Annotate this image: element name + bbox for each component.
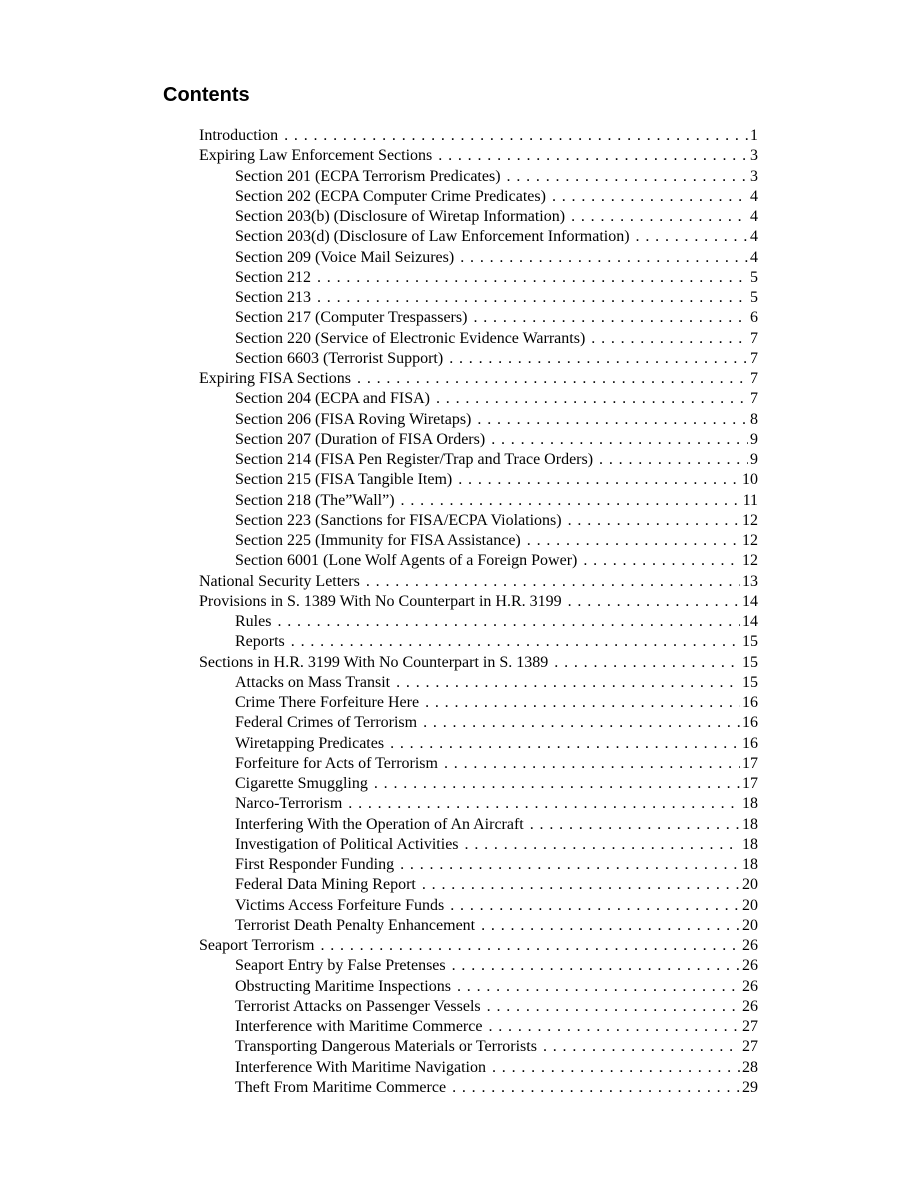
toc-subsection-entry[interactable] (199, 329, 758, 349)
toc-page-number: 26 (742, 977, 758, 995)
toc-page-number: 16 (742, 714, 758, 732)
toc-dot-leader (460, 248, 748, 268)
toc-entry-title: Attacks on Mass Transit (235, 673, 391, 691)
toc-entry-title: Provisions in S. 1389 With No Counterpart in H.R. 3199 (199, 592, 562, 610)
toc-subsection-entry[interactable] (199, 187, 758, 207)
toc-entry-title: Transporting Dangerous Materials or Terrorists (235, 1038, 537, 1056)
toc-subsection-entry[interactable] (199, 835, 758, 855)
toc-page-number: 6 (750, 309, 758, 327)
toc-subsection-entry[interactable] (199, 794, 758, 814)
toc-dot-leader (554, 653, 740, 673)
toc-dot-leader (488, 1017, 740, 1037)
toc-dot-leader (423, 713, 740, 733)
toc-page-number: 4 (750, 248, 758, 266)
toc-entry-title: Reports (235, 633, 285, 651)
toc-dot-leader (583, 551, 740, 571)
toc-page-number: 7 (750, 349, 758, 367)
toc-entry-title: Interference with Maritime Commerce (235, 1018, 483, 1035)
toc-subsection-entry[interactable] (199, 511, 758, 531)
toc-dot-leader (357, 369, 748, 389)
toc-subsection-entry[interactable] (199, 896, 758, 916)
toc-entry-title: Section 203(b) (Disclosure of Wiretap Information) (235, 208, 566, 225)
toc-subsection-entry[interactable] (199, 551, 758, 571)
toc-subsection-entry[interactable] (199, 308, 758, 328)
toc-entry-title: Theft From Maritime Commerce (235, 1078, 447, 1096)
toc-dot-leader (571, 207, 748, 227)
toc-subsection-entry[interactable] (199, 410, 758, 430)
toc-page-number: 12 (742, 532, 758, 549)
toc-dot-leader (477, 410, 748, 430)
toc-dot-leader (465, 835, 740, 855)
toc-entry-title: National Security Letters (199, 572, 360, 590)
toc-entry-title: Section 6001 (Lone Wolf Agents of a Foreign Power) (235, 552, 578, 570)
toc-page-number: 7 (750, 370, 758, 387)
toc-dot-leader (491, 430, 748, 450)
toc-entry-title: Section 6603 (Terrorist Support) (235, 349, 444, 367)
toc-entry-title: First Responder Funding (235, 856, 395, 873)
toc-dot-leader (348, 794, 740, 814)
toc-dot-leader (390, 734, 740, 754)
toc-subsection-entry[interactable] (199, 774, 758, 794)
toc-entry-title: Section 225 (Immunity for FISA Assistance) (235, 532, 521, 549)
toc-page-number: 15 (742, 633, 758, 651)
toc-dot-leader (599, 450, 748, 470)
toc-dot-leader (422, 875, 740, 895)
toc-section-entry[interactable] (199, 572, 758, 592)
toc-section-entry[interactable] (199, 369, 758, 389)
table-of-contents (199, 126, 758, 1098)
toc-dot-leader (320, 936, 740, 956)
toc-page-number: 26 (742, 937, 758, 954)
toc-dot-leader (457, 977, 740, 997)
toc-subsection-entry[interactable] (199, 632, 758, 652)
toc-page-number: 20 (742, 916, 758, 934)
toc-dot-leader (568, 592, 740, 612)
toc-page-number: 26 (742, 957, 758, 975)
toc-page-number: 18 (742, 815, 758, 833)
toc-page-number: 10 (742, 471, 758, 489)
toc-page-number: 7 (750, 390, 758, 408)
toc-subsection-entry[interactable] (199, 713, 758, 733)
toc-entry-title: Investigation of Political Activities (235, 835, 459, 853)
toc-section-entry[interactable] (199, 653, 758, 673)
toc-dot-leader (458, 470, 740, 490)
toc-subsection-entry[interactable] (199, 268, 758, 288)
toc-page-number: 29 (742, 1078, 758, 1096)
toc-dot-leader (591, 329, 748, 349)
toc-page-number: 3 (750, 167, 758, 185)
toc-dot-leader (449, 349, 748, 369)
toc-subsection-entry[interactable] (199, 531, 758, 551)
toc-page-number: 9 (750, 451, 758, 468)
toc-entry-title: Section 206 (FISA Roving Wiretaps) (235, 410, 472, 428)
toc-page-number: 18 (742, 856, 758, 873)
toc-dot-leader (568, 511, 740, 531)
toc-page-number: 4 (750, 187, 758, 205)
toc-page-number: 7 (750, 329, 758, 347)
toc-dot-leader (492, 1058, 740, 1078)
toc-dot-leader (291, 632, 740, 652)
toc-page-number: 17 (742, 775, 758, 792)
toc-entry-title: Victims Access Forfeiture Funds (235, 896, 445, 914)
toc-entry-title: Seaport Terrorism (199, 937, 315, 954)
toc-subsection-entry[interactable] (199, 288, 758, 308)
toc-subsection-entry[interactable] (199, 815, 758, 835)
toc-entry-title: Section 212 (235, 268, 311, 286)
toc-entry-title: Section 215 (FISA Tangible Item) (235, 471, 453, 489)
toc-page-number: 14 (742, 592, 758, 610)
toc-section-entry[interactable] (199, 936, 758, 956)
toc-page-number: 8 (750, 410, 758, 428)
toc-dot-leader (530, 815, 740, 835)
toc-section-entry[interactable] (199, 146, 758, 166)
toc-entry-title: Crime There Forfeiture Here (235, 694, 420, 711)
toc-subsection-entry[interactable] (199, 167, 758, 187)
toc-page-number: 18 (742, 835, 758, 853)
toc-subsection-entry[interactable] (199, 248, 758, 268)
toc-subsection-entry[interactable] (199, 1017, 758, 1037)
toc-entry-title: Expiring Law Enforcement Sections (199, 147, 433, 165)
toc-subsection-entry[interactable] (199, 612, 758, 632)
toc-dot-leader (400, 855, 740, 875)
toc-entry-title: Section 214 (FISA Pen Register/Trap and Trace Orders) (235, 451, 594, 468)
toc-dot-leader (543, 1037, 740, 1057)
toc-dot-leader (438, 146, 748, 166)
toc-dot-leader (425, 693, 740, 713)
toc-subsection-entry[interactable] (199, 430, 758, 450)
toc-subsection-entry[interactable] (199, 754, 758, 774)
contents-heading: Contents (163, 84, 250, 106)
toc-subsection-entry[interactable] (199, 1037, 758, 1057)
toc-entry-title: Obstructing Maritime Inspections (235, 977, 451, 995)
toc-section-entry[interactable] (199, 592, 758, 612)
toc-dot-leader (450, 896, 740, 916)
toc-entry-title: Section 209 (Voice Mail Seizures) (235, 248, 455, 266)
toc-dot-leader (396, 673, 740, 693)
toc-subsection-entry[interactable] (199, 349, 758, 369)
toc-page-number: 11 (742, 491, 758, 509)
toc-entry-title: Section 201 (ECPA Terrorism Predicates) (235, 167, 501, 185)
toc-entry-title: Section 223 (Sanctions for FISA/ECPA Violations) (235, 511, 562, 529)
toc-entry-title: Section 217 (Computer Trespassers) (235, 309, 468, 327)
toc-entry-title: Sections in H.R. 3199 With No Counterpart in S. 1389 (199, 653, 549, 671)
toc-entry-title: Terrorist Attacks on Passenger Vessels (235, 997, 481, 1015)
toc-dot-leader (401, 491, 741, 511)
toc-entry-title: Interference With Maritime Navigation (235, 1058, 486, 1076)
toc-entry-title: Section 220 (Service of Electronic Evidence Warrants) (235, 329, 586, 347)
toc-entry-title: Narco-Terrorism (235, 795, 343, 813)
toc-page-number: 5 (750, 289, 758, 306)
toc-page-number: 20 (742, 876, 758, 894)
toc-entry-title: Cigarette Smuggling (235, 775, 368, 792)
toc-dot-leader (452, 956, 740, 976)
toc-entry-title: Section 218 (The”Wall”) (235, 491, 395, 509)
toc-entry-title: Seaport Entry by False Pretenses (235, 957, 446, 975)
toc-entry-title: Federal Crimes of Terrorism (235, 714, 418, 732)
toc-page-number: 3 (750, 147, 758, 165)
toc-page-number: 4 (750, 208, 758, 225)
toc-page-number: 12 (742, 511, 758, 529)
toc-dot-leader (444, 754, 740, 774)
toc-dot-leader (507, 167, 748, 187)
toc-entry-title: Forfeiture for Acts of Terrorism (235, 754, 438, 772)
toc-dot-leader (527, 531, 740, 551)
toc-subsection-entry[interactable] (199, 470, 758, 490)
toc-dot-leader (436, 389, 748, 409)
toc-dot-leader (317, 268, 748, 288)
toc-subsection-entry[interactable] (199, 1078, 758, 1098)
toc-entry-title: Section 204 (ECPA and FISA) (235, 390, 430, 408)
toc-subsection-entry[interactable] (199, 227, 758, 247)
toc-dot-leader (284, 126, 748, 146)
toc-dot-leader (552, 187, 748, 207)
toc-dot-leader (277, 612, 740, 632)
toc-dot-leader (636, 227, 748, 247)
toc-entry-title: Section 213 (235, 289, 311, 306)
toc-page-number: 15 (742, 673, 758, 691)
toc-subsection-entry[interactable] (199, 389, 758, 409)
toc-page-number: 27 (742, 1018, 758, 1035)
toc-page-number: 16 (742, 694, 758, 711)
toc-subsection-entry[interactable] (199, 956, 758, 976)
toc-subsection-entry[interactable] (199, 875, 758, 895)
toc-subsection-entry[interactable] (199, 734, 758, 754)
toc-dot-leader (481, 916, 740, 936)
toc-section-entry[interactable] (199, 126, 758, 146)
toc-entry-title: Expiring FISA Sections (199, 370, 352, 387)
toc-subsection-entry[interactable] (199, 450, 758, 470)
toc-dot-leader (366, 572, 740, 592)
toc-page-number: 5 (750, 268, 758, 286)
toc-page-number: 12 (742, 552, 758, 570)
toc-entry-title: Rules (235, 613, 272, 630)
toc-page-number: 9 (750, 430, 758, 448)
toc-entry-title: Wiretapping Predicates (235, 734, 385, 752)
toc-dot-leader (452, 1078, 740, 1098)
toc-entry-title: Terrorist Death Penalty Enhancement (235, 916, 476, 934)
toc-dot-leader (374, 774, 740, 794)
toc-subsection-entry[interactable] (199, 693, 758, 713)
toc-subsection-entry[interactable] (199, 491, 758, 511)
toc-subsection-entry[interactable] (199, 997, 758, 1017)
toc-page-number: 17 (742, 754, 758, 772)
toc-subsection-entry[interactable] (199, 1058, 758, 1078)
toc-page-number: 26 (742, 997, 758, 1015)
toc-page-number: 13 (742, 572, 758, 590)
toc-subsection-entry[interactable] (199, 916, 758, 936)
toc-subsection-entry[interactable] (199, 977, 758, 997)
toc-page-number: 20 (742, 896, 758, 914)
toc-subsection-entry[interactable] (199, 207, 758, 227)
toc-entry-title: Section 203(d) (Disclosure of Law Enforcement Information) (235, 228, 630, 246)
toc-entry-title: Introduction (199, 127, 279, 144)
toc-page-number: 4 (750, 228, 758, 246)
toc-dot-leader (317, 288, 748, 308)
toc-page-number: 14 (742, 613, 758, 630)
toc-subsection-entry[interactable] (199, 855, 758, 875)
toc-entry-title: Section 202 (ECPA Computer Crime Predicates) (235, 187, 546, 205)
toc-entry-title: Section 207 (Duration of FISA Orders) (235, 430, 486, 448)
toc-page-number: 15 (742, 653, 758, 671)
toc-page-number: 1 (750, 127, 758, 144)
toc-dot-leader (487, 997, 740, 1017)
toc-subsection-entry[interactable] (199, 673, 758, 693)
toc-page-number: 16 (742, 734, 758, 752)
toc-entry-title: Federal Data Mining Report (235, 876, 416, 894)
toc-dot-leader (473, 308, 748, 328)
toc-page-number: 18 (742, 795, 758, 813)
toc-page-number: 27 (742, 1038, 758, 1056)
toc-entry-title: Interfering With the Operation of An Aircraft (235, 815, 524, 833)
toc-page-number: 28 (742, 1058, 758, 1076)
